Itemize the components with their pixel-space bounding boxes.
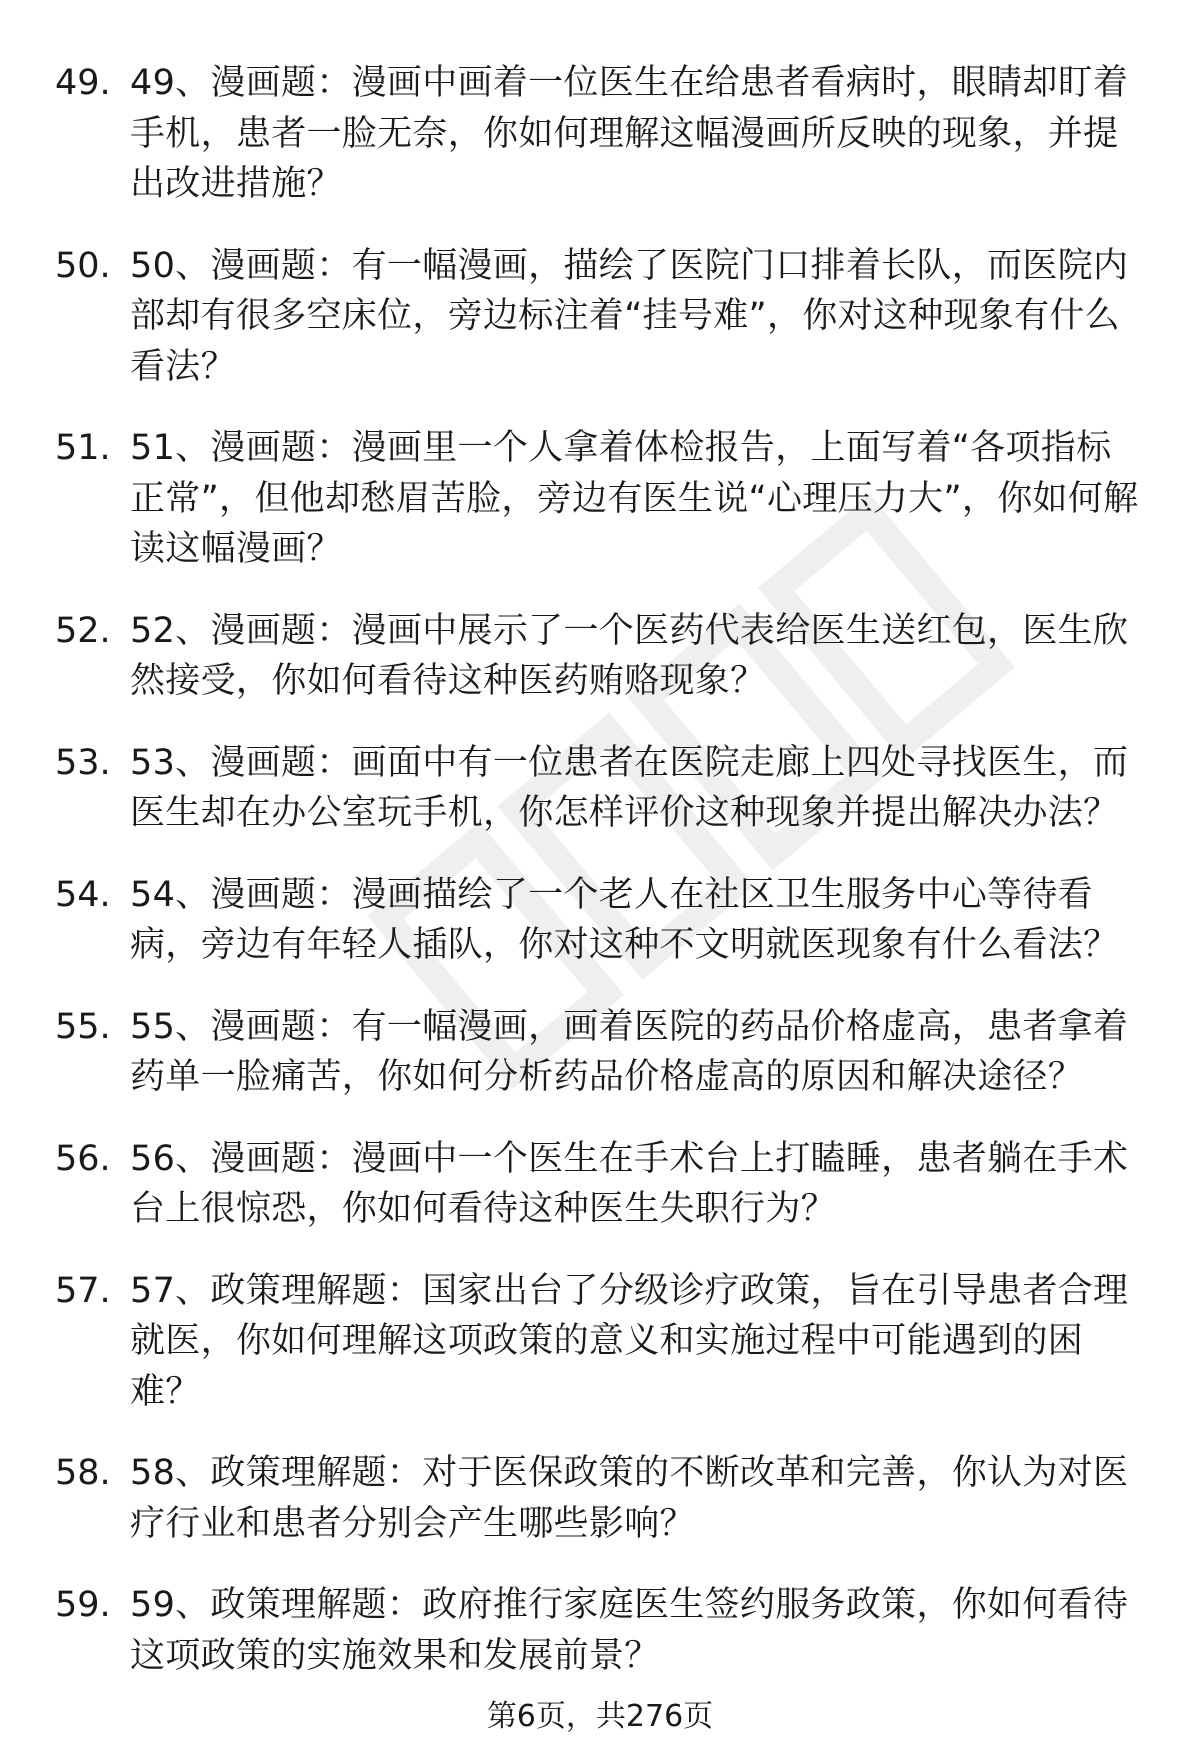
- question-number: 50.: [55, 245, 111, 286]
- question-number: 55.: [55, 1006, 111, 1047]
- question-item: [0, 870, 1200, 971]
- question-text: 53、漫画题：画面中有一位患者在医院走廊上四处寻找医生，而医生却在办公室玩手机，你怎样评价这种现象并提出解决办法？: [130, 742, 1129, 833]
- question-item: [0, 58, 1200, 210]
- question-text: 54、漫画题：漫画描绘了一个老人在社区卫生服务中心等待看病，旁边有年轻人插队，你对这种不文明就医现象有什么看法？: [130, 874, 1119, 965]
- question-number: 52.: [55, 610, 111, 651]
- question-number: 51.: [55, 428, 111, 468]
- question-text: 58、政策理解题：对于医保政策的不断改革和完善，你认为对医疗行业和患者分别会产生哪些影响？: [130, 1453, 1129, 1544]
- question-number: 53.: [55, 742, 111, 783]
- question-text: 55、漫画题：有一幅漫画，画着医院的药品价格虚高，患者拿着药单一脸痛苦，你如何分析药品价格虚高的原因和解决途径？: [130, 1006, 1129, 1097]
- question-item: [0, 1448, 1200, 1549]
- question-item: [0, 606, 1200, 707]
- question-text: 52、漫画题：漫画中展示了一个医药代表给医生送红包，医生欣然接受，你如何看待这种医药贿赂现象？: [130, 610, 1129, 701]
- question-item: [0, 1002, 1200, 1103]
- question-item: [0, 423, 1200, 575]
- question-text: 49、漫画题：漫画中画着一位医生在给患者看病时，眼睛却盯着手机，患者一脸无奈，你如何理解这幅漫画所反映的现象，并提出改进措施？: [130, 63, 1129, 204]
- question-item: [0, 1266, 1200, 1418]
- question-text: 50、漫画题：有一幅漫画，描绘了医院门口排着长队，而医院内部却有很多空床位，旁边标注着“挂号难”，你对这种现象有什么看法？: [130, 245, 1129, 387]
- question-text: 51、漫画题：漫画里一个人拿着体检报告，上面写着“各项指标正常”，但他却愁眉苦脸，旁边有医生说“心理压力大”，你如何解读这幅漫画？: [130, 428, 1139, 569]
- question-number: 54.: [55, 874, 111, 915]
- question-item: [0, 241, 1200, 393]
- question-text: 56、漫画题：漫画中一个医生在手术台上打瞌睡，患者躺在手术台上很惊恐，你如何看待这种医生失职行为？: [130, 1138, 1129, 1229]
- page-footer: 第6页，共276页: [486, 1699, 714, 1734]
- question-number: 59.: [55, 1585, 111, 1625]
- question-item: [0, 1134, 1200, 1235]
- question-number: 56.: [55, 1138, 111, 1179]
- question-text: 59、政策理解题：政府推行家庭医生签约服务政策，你如何看待这项政策的实施效果和发展前景？: [130, 1585, 1129, 1676]
- question-number: 49.: [55, 63, 111, 103]
- question-text: 57、政策理解题：国家出台了分级诊疗政策，旨在引导患者合理就医，你如何理解这项政策的意义和实施过程中可能遇到的困难？: [130, 1270, 1129, 1412]
- question-list: [0, 58, 1200, 1712]
- question-number: 58.: [55, 1453, 111, 1493]
- question-item: [0, 1580, 1200, 1681]
- question-item: [0, 738, 1200, 839]
- question-number: 57.: [55, 1270, 111, 1311]
